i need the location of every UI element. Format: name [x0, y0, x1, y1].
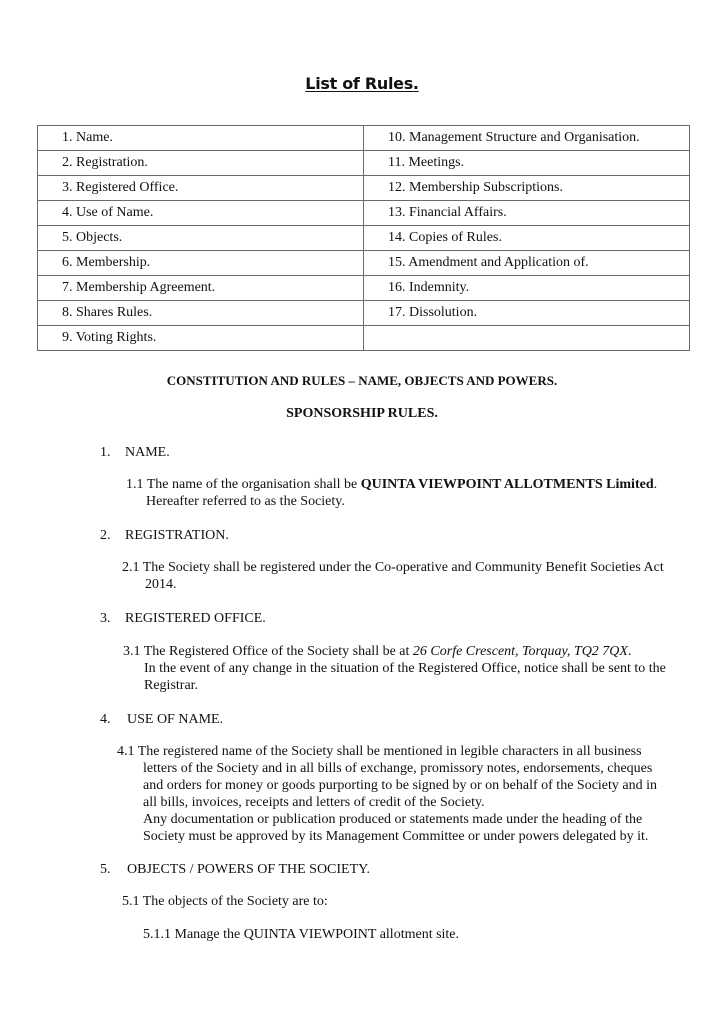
- section-5-heading: [100, 861, 370, 878]
- table-cell: [364, 326, 690, 351]
- text-line: 2.1 The Society shall be registered under the Co-operative and Community Benefit Societies Act: [122, 560, 664, 575]
- table-cell: 8. Shares Rules.: [38, 301, 364, 326]
- section-5-1-1-paragraph: 5.1.1 Manage the QUINTA VIEWPOINT allotment site.: [143, 927, 460, 942]
- table-row: [38, 126, 690, 151]
- table-row: [38, 201, 690, 226]
- section-title: REGISTERED OFFICE.: [125, 611, 266, 626]
- section-title: NAME.: [125, 445, 170, 460]
- text-line: 2014.: [145, 577, 177, 592]
- text-line: Registrar.: [144, 678, 199, 693]
- organisation-name: QUINTA VIEWPOINT ALLOTMENTS Limited: [360, 477, 654, 492]
- text-line: and orders for money or goods purporting to be signed by or on behalf of the Society and in: [143, 778, 658, 793]
- table-cell: 6. Membership.: [38, 251, 364, 276]
- text-line: In the event of any change in the situation of the Registered Office, notice shall be sent to the: [144, 661, 666, 676]
- section-number: 4.: [100, 712, 111, 727]
- section-3-1-paragraph: [123, 643, 666, 694]
- table-row: [38, 151, 690, 176]
- table-row: [38, 176, 690, 201]
- table-cell: 14. Copies of Rules.: [364, 226, 690, 251]
- table-cell: 5. Objects.: [38, 226, 364, 251]
- table-row: [38, 326, 690, 351]
- office-address: 26 Corfe Crescent, Torquay, TQ2 7QX: [412, 644, 628, 659]
- table-cell: 13. Financial Affairs.: [364, 201, 690, 226]
- sponsorship-heading: SPONSORSHIP RULES.: [286, 406, 438, 421]
- section-2-1-paragraph: [122, 559, 664, 593]
- section-4-heading: [100, 711, 223, 728]
- table-cell: 1. Name.: [38, 126, 364, 151]
- table-cell: 2. Registration.: [38, 151, 364, 176]
- section-title: USE OF NAME.: [127, 712, 224, 727]
- section-4-1-paragraph: [117, 743, 657, 845]
- table-cell: 3. Registered Office.: [38, 176, 364, 201]
- table-row: [38, 301, 690, 326]
- section-number: 3.: [100, 611, 111, 626]
- text-line: Hereafter referred to as the Society.: [146, 494, 345, 509]
- section-number: 5.: [100, 862, 111, 877]
- table-cell: 16. Indemnity.: [364, 276, 690, 301]
- table-row: [38, 226, 690, 251]
- text-line: letters of the Society and in all bills of exchange, promissory notes, endorsements, cheques: [143, 761, 653, 776]
- section-2-heading: [100, 527, 229, 544]
- text: .: [627, 644, 632, 659]
- table-cell: 17. Dissolution.: [364, 301, 690, 326]
- table-cell: 11. Meetings.: [364, 151, 690, 176]
- text-line: 4.1 The registered name of the Society shall be mentioned in legible characters in all business: [117, 744, 642, 759]
- section-number: 2.: [100, 528, 111, 543]
- page-title-text: List of Rules.: [305, 74, 419, 93]
- section-3-heading: [100, 610, 266, 627]
- text: 1.1 The name of the organisation shall be: [126, 477, 361, 492]
- table-cell: 4. Use of Name.: [38, 201, 364, 226]
- text: .: [653, 477, 658, 492]
- page-title: [0, 74, 724, 93]
- table-row: [38, 276, 690, 301]
- section-1-heading: [100, 444, 170, 461]
- text-line: Society must be approved by its Management Committee or under powers delegated by it.: [143, 829, 649, 844]
- table-cell: 9. Voting Rights.: [38, 326, 364, 351]
- text-line: all bills, invoices, receipts and letters of credit of the Society.: [143, 795, 485, 810]
- rules-index-table: [37, 125, 690, 351]
- text-line: Any documentation or publication produced or statements made under the heading of the: [143, 812, 643, 827]
- table-cell: 15. Amendment and Application of.: [364, 251, 690, 276]
- table-cell: 7. Membership Agreement.: [38, 276, 364, 301]
- table-row: [38, 251, 690, 276]
- text: 3.1 The Registered Office of the Society shall be at: [123, 644, 413, 659]
- section-number: 1.: [100, 445, 111, 460]
- constitution-heading: CONSTITUTION AND RULES – NAME, OBJECTS AND POWERS.: [166, 373, 558, 388]
- section-5-1-paragraph: 5.1 The objects of the Society are to:: [122, 894, 328, 909]
- section-1-1-paragraph: [126, 476, 657, 510]
- table-cell: 10. Management Structure and Organisation.: [364, 126, 690, 151]
- table-cell: 12. Membership Subscriptions.: [364, 176, 690, 201]
- section-title: REGISTRATION.: [125, 528, 229, 543]
- section-title: OBJECTS / POWERS OF THE SOCIETY.: [127, 862, 370, 877]
